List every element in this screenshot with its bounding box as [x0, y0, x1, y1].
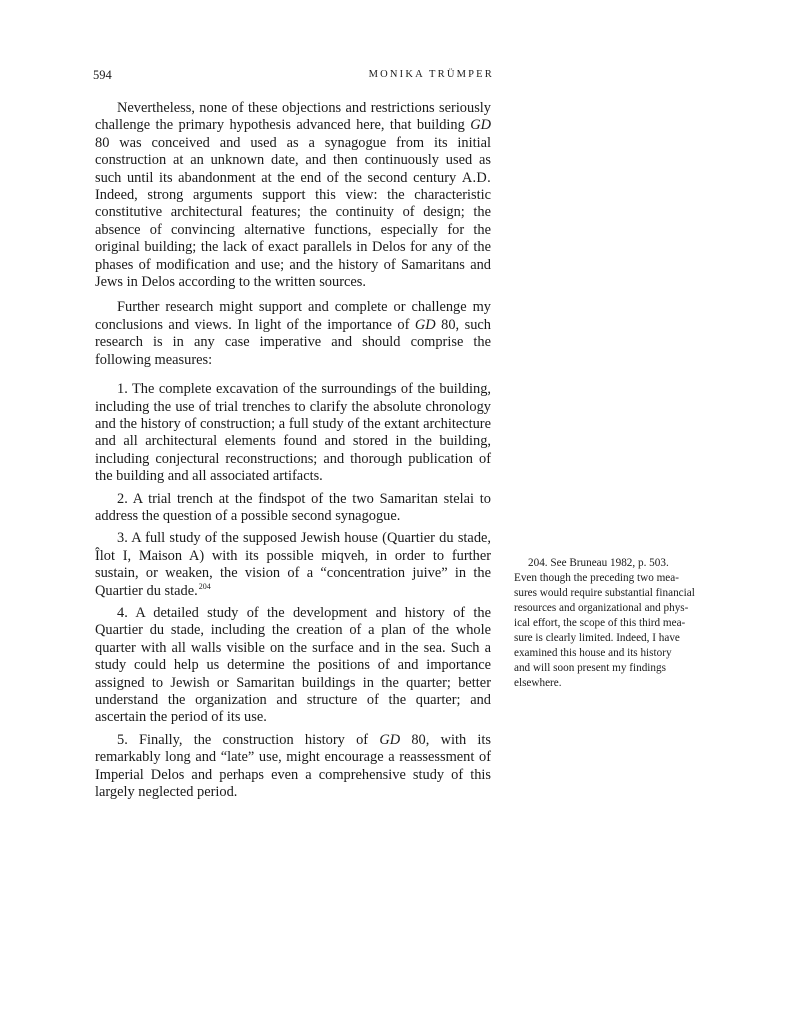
- footnote-line: ical effort, the scope of this third mea-: [514, 617, 686, 629]
- paragraph-conclusion-text-b: 80 was conceived and used as a synagogue from its initial construction at an unknown date, and then continuously used as such until its abandonment at the end of the second century: [95, 134, 491, 186]
- footnote-line: Even though the preceding two mea-: [514, 572, 679, 584]
- paragraph-further-research: [95, 299, 491, 369]
- footnote-line: 204. See Bruneau 1982, p. 503.: [528, 557, 669, 569]
- measure-item-1: 1. The complete excavation of the surroundings of the building, including the use of trial trenches to clarify the absolute chronology and the history of construction; a full study of the extant architecture and all architectural elements found and stored in the building, including conjectural reconstructions; and thorough publication of the building and all associated artifacts.: [95, 381, 491, 485]
- paragraph-conclusion-text-c: Indeed, strong arguments support this view: the characteristic constitutive architectural features; the continuity of design; the absence of convincing alternative functions, especially for the original building; the lack of exact parallels in Delos for any of the phases of modification and use; and the history of Samaritans and Jews in Delos according to the written sources.: [95, 187, 491, 291]
- measures-list: [95, 381, 491, 801]
- paragraph-conclusion: [95, 100, 491, 291]
- building-id-gd: GD: [379, 731, 401, 748]
- footnote-line: examined this house and its history: [514, 647, 672, 659]
- footnote-line: sure is clearly limited. Indeed, I have: [514, 632, 680, 644]
- era-abbreviation: A.D.: [461, 169, 491, 186]
- footnote-line: and will soon present my findings: [514, 662, 666, 674]
- measure-item-3: [95, 530, 491, 600]
- footnote-line: resources and organizational and phys-: [514, 602, 689, 614]
- footnote-204: [514, 556, 702, 691]
- measure-item-4: 4. A detailed study of the development and history of the Quartier du stade, including the creation of a plan of the whole quarter with all walls visible on the surface and in the sea. Such a study could help us determine the positions of and importance assigned to Jewish or Samaritan buildings in the quarter; better understand the organization and structure of the quarter; and ascertain the period of its use.: [95, 604, 491, 726]
- measure-item-2: 2. A trial trench at the findspot of the two Samaritan stelai to address the question of a possible second synagogue.: [95, 490, 491, 524]
- measure-item-5-text-b: 80, with its remarkably long and “late” use, might encourage a reassessment of Imperial Delos and perhaps even a comprehensive study of this largely neglected period.: [95, 731, 491, 801]
- main-text-column: [95, 100, 491, 806]
- paragraph-conclusion-text-a: Nevertheless, none of these objections and restrictions seriously challenge the primary hypothesis advanced here, that building: [95, 100, 491, 134]
- footnote-line: sures would require substantial financial: [514, 587, 695, 599]
- paragraph-further-research-text-b: 80, such research is in any case imperative and should comprise the following measures:: [95, 316, 491, 368]
- running-head: MONIKA TRÜMPER: [368, 69, 494, 80]
- paragraph-further-research-text-a: Further research might support and complete or challenge my conclusions and views. In light of the importance of: [95, 299, 491, 333]
- page-number: 594: [93, 68, 112, 82]
- building-id-gd: GD: [470, 117, 491, 134]
- footnote-reference-204[interactable]: 204: [198, 581, 211, 591]
- footnote-line: elsewhere.: [514, 677, 562, 689]
- measure-item-5: [95, 732, 491, 802]
- measure-item-3-text: 3. A full study of the supposed Jewish house (Quartier du stade, Îlot I, Maison A) with its possible miqveh, in order to further sustain, or weaken, the vision of a “concentration juive” in the Quartier du stade.: [95, 530, 491, 599]
- measure-item-5-text-a: 5. Finally, the construction history of: [117, 731, 380, 748]
- building-id-gd: GD: [414, 316, 436, 333]
